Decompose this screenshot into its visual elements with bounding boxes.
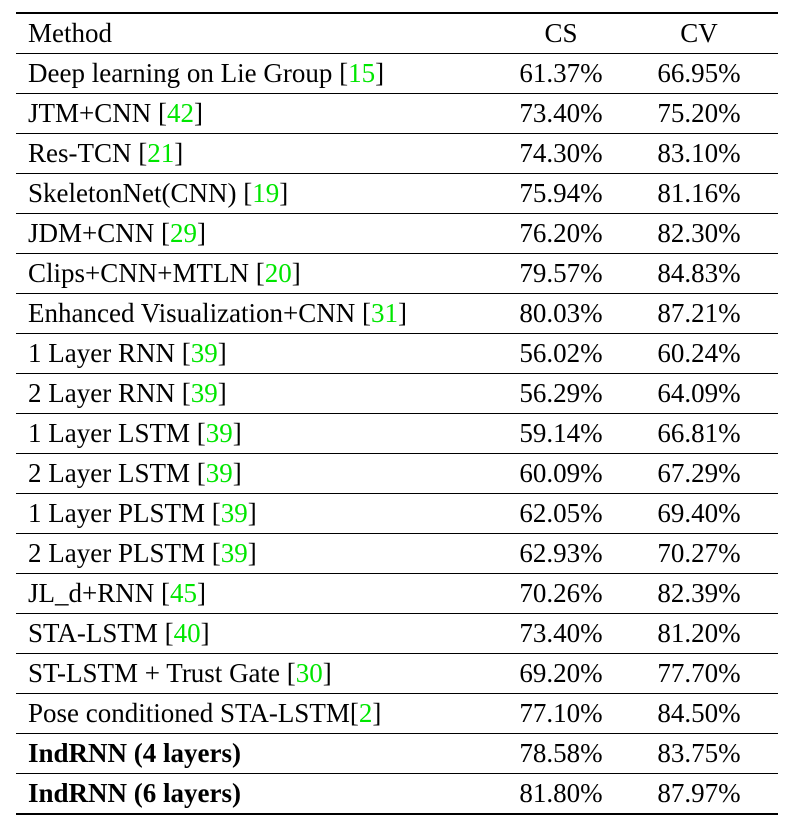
ref-bracket-close: ] [372, 698, 382, 728]
table-row [16, 574, 778, 614]
table-row [16, 734, 778, 774]
ref-bracket-open: [ [339, 58, 349, 88]
ref-bracket-close: ] [217, 378, 227, 408]
cv-value: 84.50% [657, 698, 741, 728]
citation-link[interactable]: 20 [264, 258, 292, 288]
ref-bracket-open: [ [138, 138, 148, 168]
citation-link[interactable]: 21 [147, 138, 175, 168]
citation-link[interactable]: 39 [190, 378, 218, 408]
method-cell [16, 694, 492, 734]
cs-value: 80.03% [519, 298, 603, 328]
table-row [16, 94, 778, 134]
table-row [16, 374, 778, 414]
method-name: JTM+CNN [28, 98, 158, 128]
cv-value: 84.83% [657, 258, 741, 288]
method-name: Clips+CNN+MTLN [28, 258, 256, 288]
cv-value: 87.21% [657, 298, 741, 328]
ref-bracket-close: ] [247, 538, 257, 568]
cs-value: 73.40% [519, 98, 603, 128]
cv-value: 75.20% [657, 98, 741, 128]
method-name: IndRNN (4 layers) [28, 738, 241, 768]
ref-bracket-open: [ [349, 698, 359, 728]
cs-value: 59.14% [519, 418, 603, 448]
table-row [16, 54, 778, 94]
method-name: 1 Layer LSTM [28, 418, 197, 448]
table-row [16, 134, 778, 174]
method-cell [16, 334, 492, 374]
cv-value: 83.75% [657, 738, 741, 768]
method-name: Res-TCN [28, 138, 139, 168]
cv-value: 60.24% [657, 338, 741, 368]
header-cv: CV [680, 18, 718, 48]
cs-value: 73.40% [519, 618, 603, 648]
method-name: 2 Layer RNN [28, 378, 182, 408]
method-cell [16, 454, 492, 494]
ref-bracket-close: ] [398, 298, 408, 328]
method-cell [16, 574, 492, 614]
ref-bracket-open: [ [243, 178, 253, 208]
method-cell [16, 534, 492, 574]
cv-value: 82.30% [657, 218, 741, 248]
method-name: STA-LSTM [28, 618, 165, 648]
table-row [16, 254, 778, 294]
citation-link[interactable]: 30 [295, 658, 323, 688]
citation-link[interactable]: 45 [169, 578, 197, 608]
method-cell [16, 774, 492, 815]
citation-link[interactable]: 39 [220, 538, 248, 568]
method-name: 2 Layer LSTM [28, 458, 197, 488]
ref-bracket-close: ] [217, 338, 227, 368]
method-cell [16, 214, 492, 254]
cs-value: 61.37% [519, 58, 603, 88]
method-cell [16, 734, 492, 774]
method-cell [16, 294, 492, 334]
ref-bracket-open: [ [211, 498, 221, 528]
ref-bracket-open: [ [211, 538, 221, 568]
citation-link[interactable]: 39 [205, 458, 233, 488]
method-name: Deep learning on Lie Group [28, 58, 340, 88]
cs-value: 79.57% [519, 258, 603, 288]
table-row [16, 534, 778, 574]
ref-bracket-close: ] [232, 418, 242, 448]
table-body [16, 54, 778, 815]
method-name: 1 Layer RNN [28, 338, 182, 368]
ref-bracket-open: [ [161, 218, 170, 248]
table-row [16, 614, 778, 654]
table-header-row [16, 13, 778, 54]
ref-bracket-open: [ [181, 378, 191, 408]
cs-value: 78.58% [519, 738, 603, 768]
method-cell [16, 254, 492, 294]
method-name: Enhanced Visualization+CNN [28, 298, 363, 328]
cv-value: 82.39% [657, 578, 741, 608]
citation-link[interactable]: 31 [371, 298, 399, 328]
ref-bracket-open: [ [181, 338, 191, 368]
cv-value: 64.09% [657, 378, 741, 408]
ref-bracket-close: ] [322, 658, 332, 688]
table-row [16, 294, 778, 334]
cs-value: 56.29% [519, 378, 603, 408]
method-cell [16, 374, 492, 414]
method-name: JDM+CNN [28, 218, 161, 248]
results-table [16, 12, 778, 815]
cs-value: 60.09% [519, 458, 603, 488]
ref-bracket-close: ] [174, 138, 184, 168]
method-cell [16, 414, 492, 454]
ref-bracket-open: [ [164, 618, 174, 648]
table-row [16, 174, 778, 214]
citation-link[interactable]: 39 [205, 418, 233, 448]
cv-value: 70.27% [657, 538, 741, 568]
ref-bracket-close: ] [197, 218, 206, 248]
method-cell [16, 54, 492, 94]
ref-bracket-open: [ [158, 98, 167, 128]
cs-value: 69.20% [519, 658, 603, 688]
citation-link[interactable]: 19 [252, 178, 280, 208]
cv-value: 67.29% [657, 458, 741, 488]
cs-value: 77.10% [519, 698, 603, 728]
ref-bracket-close: ] [279, 178, 289, 208]
method-name: JL_d+RNN [28, 578, 161, 608]
method-name: ST-LSTM + Trust Gate [28, 658, 287, 688]
ref-bracket-close: ] [247, 498, 257, 528]
ref-bracket-close: ] [232, 458, 242, 488]
method-name: 2 Layer PLSTM [28, 538, 212, 568]
table-row [16, 654, 778, 694]
cv-value: 87.97% [657, 778, 741, 808]
method-name: SkeletonNet(CNN) [28, 178, 244, 208]
table-row [16, 694, 778, 734]
citation-link[interactable]: 42 [167, 98, 194, 128]
method-name: Pose conditioned STA-LSTM [28, 698, 350, 728]
method-cell [16, 654, 492, 694]
cs-value: 56.02% [519, 338, 603, 368]
table-row [16, 774, 778, 815]
table-row [16, 454, 778, 494]
citation-link[interactable]: 15 [348, 58, 376, 88]
cv-value: 66.95% [657, 58, 741, 88]
cs-value: 62.93% [519, 538, 603, 568]
table-row [16, 334, 778, 374]
ref-bracket-close: ] [196, 578, 206, 608]
header-cs: CS [544, 18, 578, 48]
ref-bracket-open: [ [255, 258, 265, 288]
cv-value: 69.40% [657, 498, 741, 528]
ref-bracket-close: ] [291, 258, 301, 288]
cs-value: 75.94% [519, 178, 603, 208]
cs-value: 62.05% [519, 498, 603, 528]
cv-value: 77.70% [657, 658, 741, 688]
ref-bracket-open: [ [196, 458, 206, 488]
cs-value: 70.26% [519, 578, 603, 608]
ref-bracket-open: [ [160, 578, 170, 608]
cs-value: 81.80% [519, 778, 603, 808]
citation-link[interactable]: 39 [190, 338, 218, 368]
table-row [16, 494, 778, 534]
method-cell [16, 174, 492, 214]
citation-link[interactable]: 40 [173, 618, 201, 648]
ref-bracket-close: ] [194, 98, 203, 128]
table-row [16, 214, 778, 254]
method-cell [16, 614, 492, 654]
citation-link[interactable]: 29 [170, 218, 197, 248]
header-method: Method [28, 18, 112, 48]
cv-value: 66.81% [657, 418, 741, 448]
ref-bracket-open: [ [362, 298, 372, 328]
table-row [16, 414, 778, 454]
cv-value: 81.20% [657, 618, 741, 648]
ref-bracket-close: ] [200, 618, 210, 648]
cv-value: 81.16% [657, 178, 741, 208]
ref-bracket-open: [ [286, 658, 296, 688]
ref-bracket-open: [ [196, 418, 206, 448]
citation-link[interactable]: 39 [220, 498, 248, 528]
method-name: IndRNN (6 layers) [28, 778, 241, 808]
cs-value: 76.20% [519, 218, 603, 248]
cv-value: 83.10% [657, 138, 741, 168]
method-name: 1 Layer PLSTM [28, 498, 212, 528]
method-cell [16, 494, 492, 534]
ref-bracket-close: ] [375, 58, 385, 88]
method-cell [16, 134, 492, 174]
method-cell [16, 94, 492, 134]
cs-value: 74.30% [519, 138, 603, 168]
citation-link[interactable]: 2 [358, 698, 373, 728]
